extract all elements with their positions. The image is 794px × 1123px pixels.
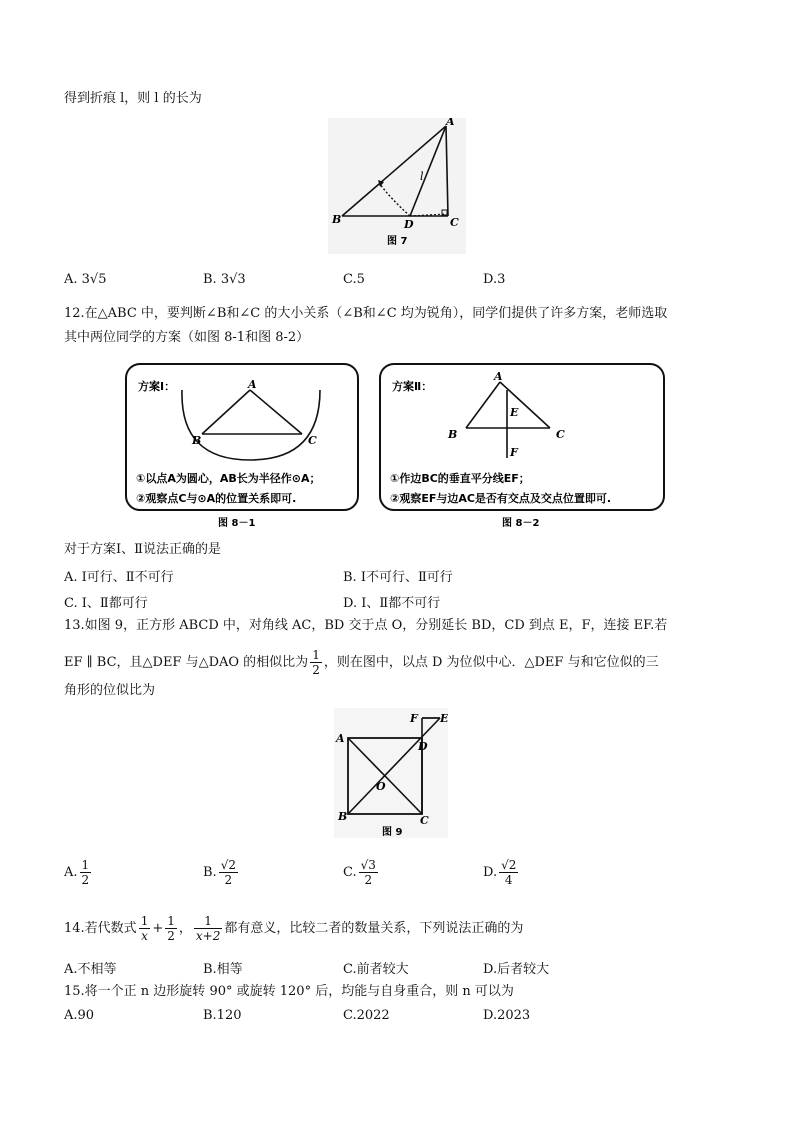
q13-option-b [203, 858, 240, 887]
q14-plus: + [152, 920, 164, 936]
q13-option-b-num: √2 [220, 858, 236, 872]
fig9-label-f: F [410, 712, 418, 725]
fig2-label-f: F [510, 446, 518, 459]
q14-option-d: D.后者较大 [483, 962, 550, 977]
q14-f3-den: x+2 [195, 929, 221, 943]
fig2-title: 方案Ⅱ： [392, 380, 433, 393]
q14-f1-num: 1 [140, 914, 149, 928]
fig1-step-2: ②观察点C与⊙A的位置关系即可. [136, 492, 297, 505]
q13-option-a-fraction [80, 858, 92, 887]
q11-option-c: C.5 [343, 272, 365, 287]
q11-stem-tail: 得到折痕 l，则 l 的长为 [64, 91, 202, 106]
q14-stem [64, 914, 523, 943]
fig1-label-c: C [308, 434, 317, 447]
figure-8-1-caption: 图 8－1 [218, 518, 256, 529]
fig2-label-a: A [494, 370, 503, 383]
q12-option-b: B. Ⅰ不可行、Ⅱ可行 [343, 570, 453, 585]
q13-option-b-den: 2 [224, 873, 233, 887]
q11-option-a: A. 3√5 [64, 272, 107, 287]
fig1-label-b: B [192, 434, 202, 447]
q15-option-c: C.2022 [343, 1008, 390, 1023]
q12-option-d: D. Ⅰ、Ⅱ都不可行 [343, 596, 441, 611]
q13-option-c-label: C. [343, 865, 357, 880]
q13-option-c-num: √3 [360, 858, 376, 872]
figure-8-1 [122, 360, 362, 530]
q13-option-d-num: √2 [501, 858, 517, 872]
figure-9-caption: 图 9 [382, 827, 403, 838]
q13-line-3: 角形的位似比为 [64, 683, 156, 698]
q14-fraction-2 [165, 914, 177, 943]
q14-f3-num: 1 [194, 914, 222, 929]
q14-option-c: C.前者较大 [343, 962, 409, 977]
q15-option-a: A.90 [64, 1008, 95, 1023]
q13-option-a-label: A. [64, 865, 78, 880]
q14-f2-den: 2 [167, 929, 175, 943]
q13-option-b-fraction [219, 858, 238, 887]
q13-option-a [64, 858, 93, 887]
fig2-step-2: ②观察EF与边AC是否有交点及交点位置即可. [390, 492, 612, 505]
q13-option-c-fraction [359, 858, 378, 887]
q11-option-b: B. 3√3 [203, 272, 246, 287]
label-l: l [420, 170, 424, 183]
fig1-label-a: A [248, 378, 257, 391]
q13-option-c-den: 2 [364, 873, 373, 887]
q14-post: 都有意义，比较二者的数量关系，下列说法正确的为 [224, 920, 524, 936]
q14-fraction-1 [139, 914, 151, 943]
q14-option-b: B.相等 [203, 962, 243, 977]
q12-line-1: 12.在△ABC 中，要判断∠B和∠C 的大小关系（∠B和∠C 均为锐角），同学们提供了许多方案，老师选取 [64, 306, 668, 321]
label-a: A [446, 118, 455, 128]
fig2-label-e: E [510, 406, 519, 419]
q13-ratio-den: 2 [312, 663, 320, 677]
q13-line-2-pre: EF ∥ BC，且△DEF 与△DAO 的相似比为 [64, 654, 309, 670]
label-c: C [450, 216, 459, 229]
fig1-step-1: ①以点A为圆心，AB长为半径作⊙A； [136, 472, 321, 485]
fig1-title: 方案Ⅰ： [138, 380, 176, 393]
figure-7 [328, 118, 466, 254]
q15-option-d: D.2023 [483, 1008, 531, 1023]
q15-stem: 15.将一个正 n 边形旋转 90° 或旋转 120° 后，均能与自身重合，则 n 可以为 [64, 984, 514, 999]
q13-option-a-den: 2 [81, 873, 90, 887]
fig2-label-b: B [448, 428, 458, 441]
q11-option-d: D.3 [483, 272, 506, 287]
q13-ratio-fraction [310, 648, 322, 677]
q13-option-d-label: D. [483, 865, 498, 880]
fig2-step-1: ①作边BC的垂直平分线EF； [390, 472, 530, 485]
figure-8-2 [376, 360, 668, 530]
figure-7-caption: 图 7 [387, 236, 408, 247]
q13-line-1: 13.如图 9，正方形 ABCD 中，对角线 AC，BD 交于点 O，分别延长 BD，CD 到点 E，F，连接 EF.若 [64, 618, 668, 633]
q13-option-c [343, 858, 380, 887]
q12-question: 对于方案Ⅰ、Ⅱ说法正确的是 [64, 542, 221, 557]
q14-option-a: A.不相等 [64, 962, 117, 977]
q13-ratio-num: 1 [312, 648, 320, 662]
figure-8-2-caption: 图 8－2 [502, 518, 540, 529]
fig9-label-c: C [420, 814, 429, 827]
fig9-label-o: O [376, 780, 386, 793]
label-b: B [332, 213, 342, 226]
fig2-label-c: C [556, 428, 565, 441]
q13-option-a-num: 1 [81, 858, 90, 872]
q14-pre: 14.若代数式 [64, 920, 137, 936]
fig9-label-d: D [418, 740, 428, 753]
q14-f1-den: x [141, 929, 148, 943]
q13-line-2 [64, 648, 659, 677]
fig9-label-b: B [338, 810, 348, 823]
q12-line-2: 其中两位同学的方案（如图 8-1和图 8-2） [64, 330, 310, 345]
q13-option-d-den: 4 [504, 873, 513, 887]
q13-option-d [483, 858, 520, 887]
q12-option-c: C. Ⅰ、Ⅱ都可行 [64, 596, 148, 611]
fig9-label-e: E [440, 712, 448, 725]
q15-option-b: B.120 [203, 1008, 242, 1023]
q13-line-2-post: ，则在图中，以点 D 为位似中心．△DEF 与和它位似的三 [323, 654, 659, 670]
q14-f2-num: 1 [167, 914, 175, 928]
q13-option-d-fraction [499, 858, 518, 887]
q12-option-a: A. Ⅰ可行、Ⅱ不可行 [64, 570, 174, 585]
fig9-label-a: A [336, 732, 345, 745]
figure-9 [334, 708, 448, 838]
q13-option-b-label: B. [203, 865, 217, 880]
q14-comma: ， [178, 920, 192, 936]
label-d: D [404, 218, 414, 231]
q14-fraction-3 [194, 914, 222, 943]
